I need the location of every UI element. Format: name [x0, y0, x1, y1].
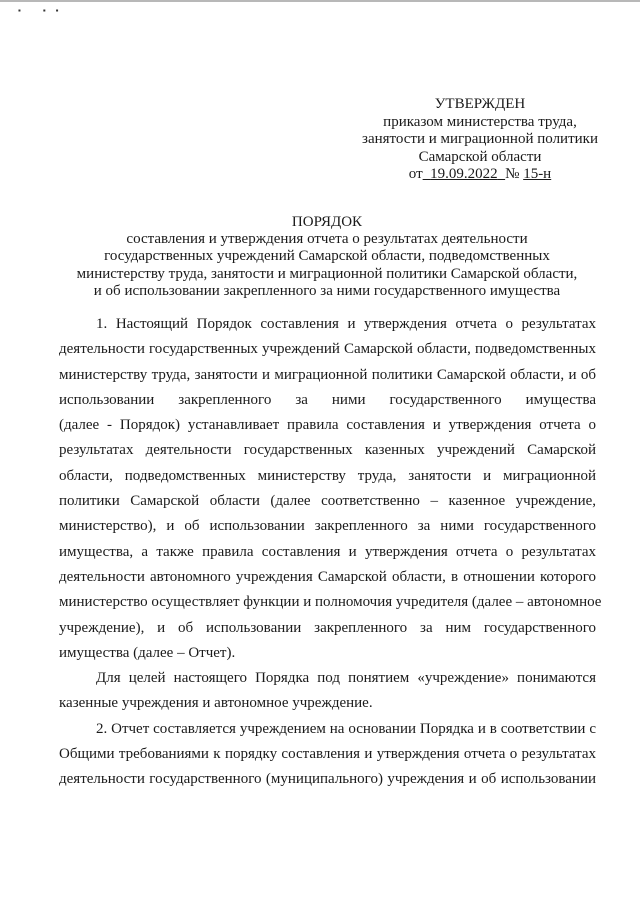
text-line: использовании закрепленного за ними государственного имущества [59, 391, 596, 408]
approval-date-line [360, 166, 600, 184]
text-line: Общими требованиями к порядку составления и утверждения отчета о результатах [59, 746, 596, 763]
paragraph-3 [59, 717, 596, 793]
text-line: 1. Настоящий Порядок составления и утверждения отчета о результатах [96, 316, 596, 332]
approval-heading: УТВЕРЖДЕН [434, 96, 526, 112]
order-date: 19.09.2022 [430, 166, 498, 182]
text-line: учреждение), и об использовании закрепленного за ним государственного [59, 619, 596, 636]
title-line: составления и утверждения отчета о результатах деятельности [126, 231, 528, 248]
approval-line-3: Самарской области [418, 148, 542, 165]
scan-artifact-marks: ▪ ▪▪ [18, 6, 69, 15]
text-line: казенные учреждения и автономное учреждение. [59, 695, 373, 712]
document-body [59, 312, 602, 793]
paragraph-2 [59, 666, 596, 717]
approval-line-2: занятости и миграционной политики [362, 131, 598, 147]
text-line: деятельности государственных учреждений Самарской области, подведомственных [59, 341, 596, 358]
title-line: государственных учреждений Самарской области, подведомственных [104, 248, 550, 265]
text-line: деятельности автономного учреждения Самарской области, в отношении которого [59, 568, 596, 585]
paragraph-1 [59, 312, 602, 666]
text-line: имущества (далее – Отчет). [59, 644, 236, 661]
text-line: Для целей настоящего Порядка под понятием «учреждение» понимаются [96, 670, 596, 687]
scan-top-edge [0, 0, 640, 2]
text-line: министерство осуществляет функции и полномочия учредителя (далее – автономное [59, 594, 602, 611]
approval-stamp-block [360, 96, 600, 184]
title-line: и об использовании закрепленного за ними государственного имущества [93, 282, 561, 299]
text-line: результатах деятельности государственных казенных учреждений Самарской [59, 442, 596, 459]
text-line: деятельности государственного (муниципального) учреждения и об использовании [59, 771, 596, 788]
text-line: (далее - Порядок) устанавливает правила составления и утверждения отчета о [59, 417, 596, 434]
text-line: имущества, а также правила составления и утверждения отчета о результатах [59, 543, 596, 560]
text-line: области, подведомственных министерству труда, занятости и миграционной [59, 467, 596, 484]
date-prefix: от [408, 166, 423, 182]
number-prefix: № [505, 166, 520, 182]
text-line: министерству труда, занятости и миграционной политики Самарской области, и об [59, 366, 596, 383]
text-line: министерство), и об использовании закрепленного за ними государственного [59, 518, 596, 535]
text-line: политики Самарской области (далее соответственно – казенное учреждение, [59, 493, 596, 510]
title-heading: ПОРЯДОК [291, 214, 363, 230]
title-line: министерству труда, занятости и миграционной политики Самарской области, [76, 265, 578, 282]
approval-line-1: приказом министерства труда, [383, 113, 577, 130]
text-line: 2. Отчет составляется учреждением на основании Порядка и в соответствии с [96, 720, 596, 737]
order-number: 15-н [523, 166, 552, 182]
document-title [40, 214, 614, 300]
